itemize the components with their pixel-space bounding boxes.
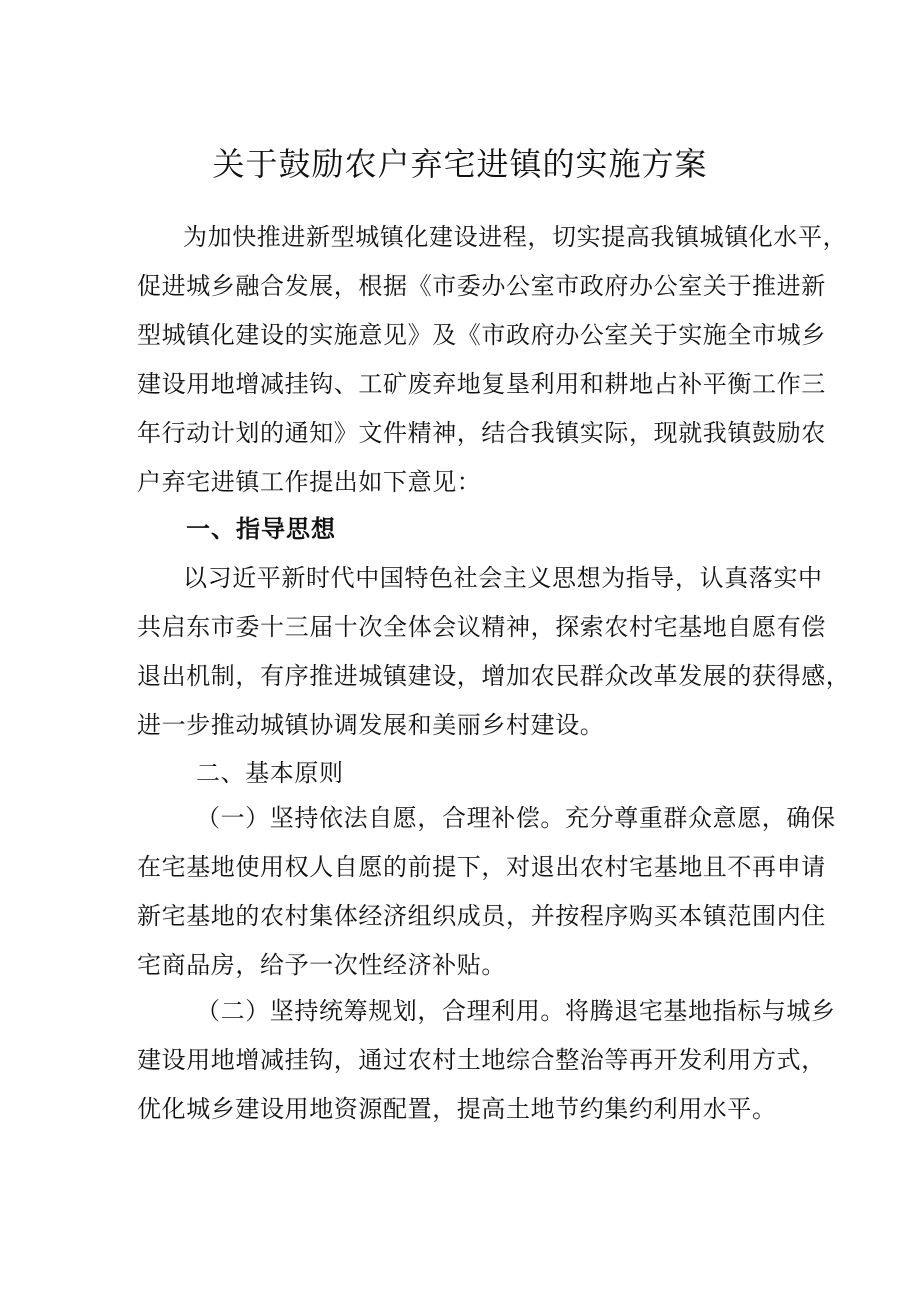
section2-item1-line: 在宅基地使用权人自愿的前提下，对退出农村宅基地且不再申请 <box>137 853 826 881</box>
section2-item2-line: 优化城乡建设用地资源配置，提高土地节约集约利用水平。 <box>137 1095 777 1123</box>
section-heading-guiding-ideology: 一、指导思想 <box>186 515 336 543</box>
section2-item1-line: （一）坚持依法自愿，合理补偿。充分尊重群众意愿，确保 <box>196 804 836 832</box>
section1-line: 共启东市委十三届十次全体会议精神，探索农村宅基地自愿有偿 <box>137 613 826 641</box>
intro-line: 年行动计划的通知》文件精神，结合我镇实际，现就我镇鼓励农 <box>137 419 826 447</box>
section2-item2-line: 建设用地增减挂钩，通过农村土地综合整治等再开发利用方式， <box>137 1046 826 1074</box>
intro-line: 型城镇化建设的实施意见》及《市政府办公室关于实施全市城乡 <box>137 321 826 349</box>
section1-line: 进一步推动城镇协调发展和美丽乡村建设。 <box>137 711 605 739</box>
section1-line: 退出机制，有序推进城镇建设，增加农民群众改革发展的获得感， <box>137 662 851 690</box>
section1-line: 以习近平新时代中国特色社会主义思想为指导，认真落实中 <box>183 564 823 592</box>
section2-item2-line: （二）坚持统筹规划，合理利用。将腾退宅基地指标与城乡 <box>196 997 836 1025</box>
intro-line: 建设用地增减挂钩、工矿废弃地复垦利用和耕地占补平衡工作三 <box>137 370 826 398</box>
document-title: 关于鼓励农户弃宅进镇的实施方案 <box>212 145 708 183</box>
intro-line: 为加快推进新型城镇化建设进程，切实提高我镇城镇化水平， <box>183 223 848 251</box>
section-heading-basic-principles: 二、基本原则 <box>196 759 344 787</box>
intro-line: 户弃宅进镇工作提出如下意见： <box>137 468 482 496</box>
section2-item1-line: 宅商品房，给予一次性经济补贴。 <box>137 951 506 979</box>
section2-item1-line: 新宅基地的农村集体经济组织成员，并按程序购买本镇范围内住 <box>137 902 826 930</box>
intro-line: 促进城乡融合发展，根据《市委办公室市政府办公室关于推进新 <box>137 272 826 300</box>
